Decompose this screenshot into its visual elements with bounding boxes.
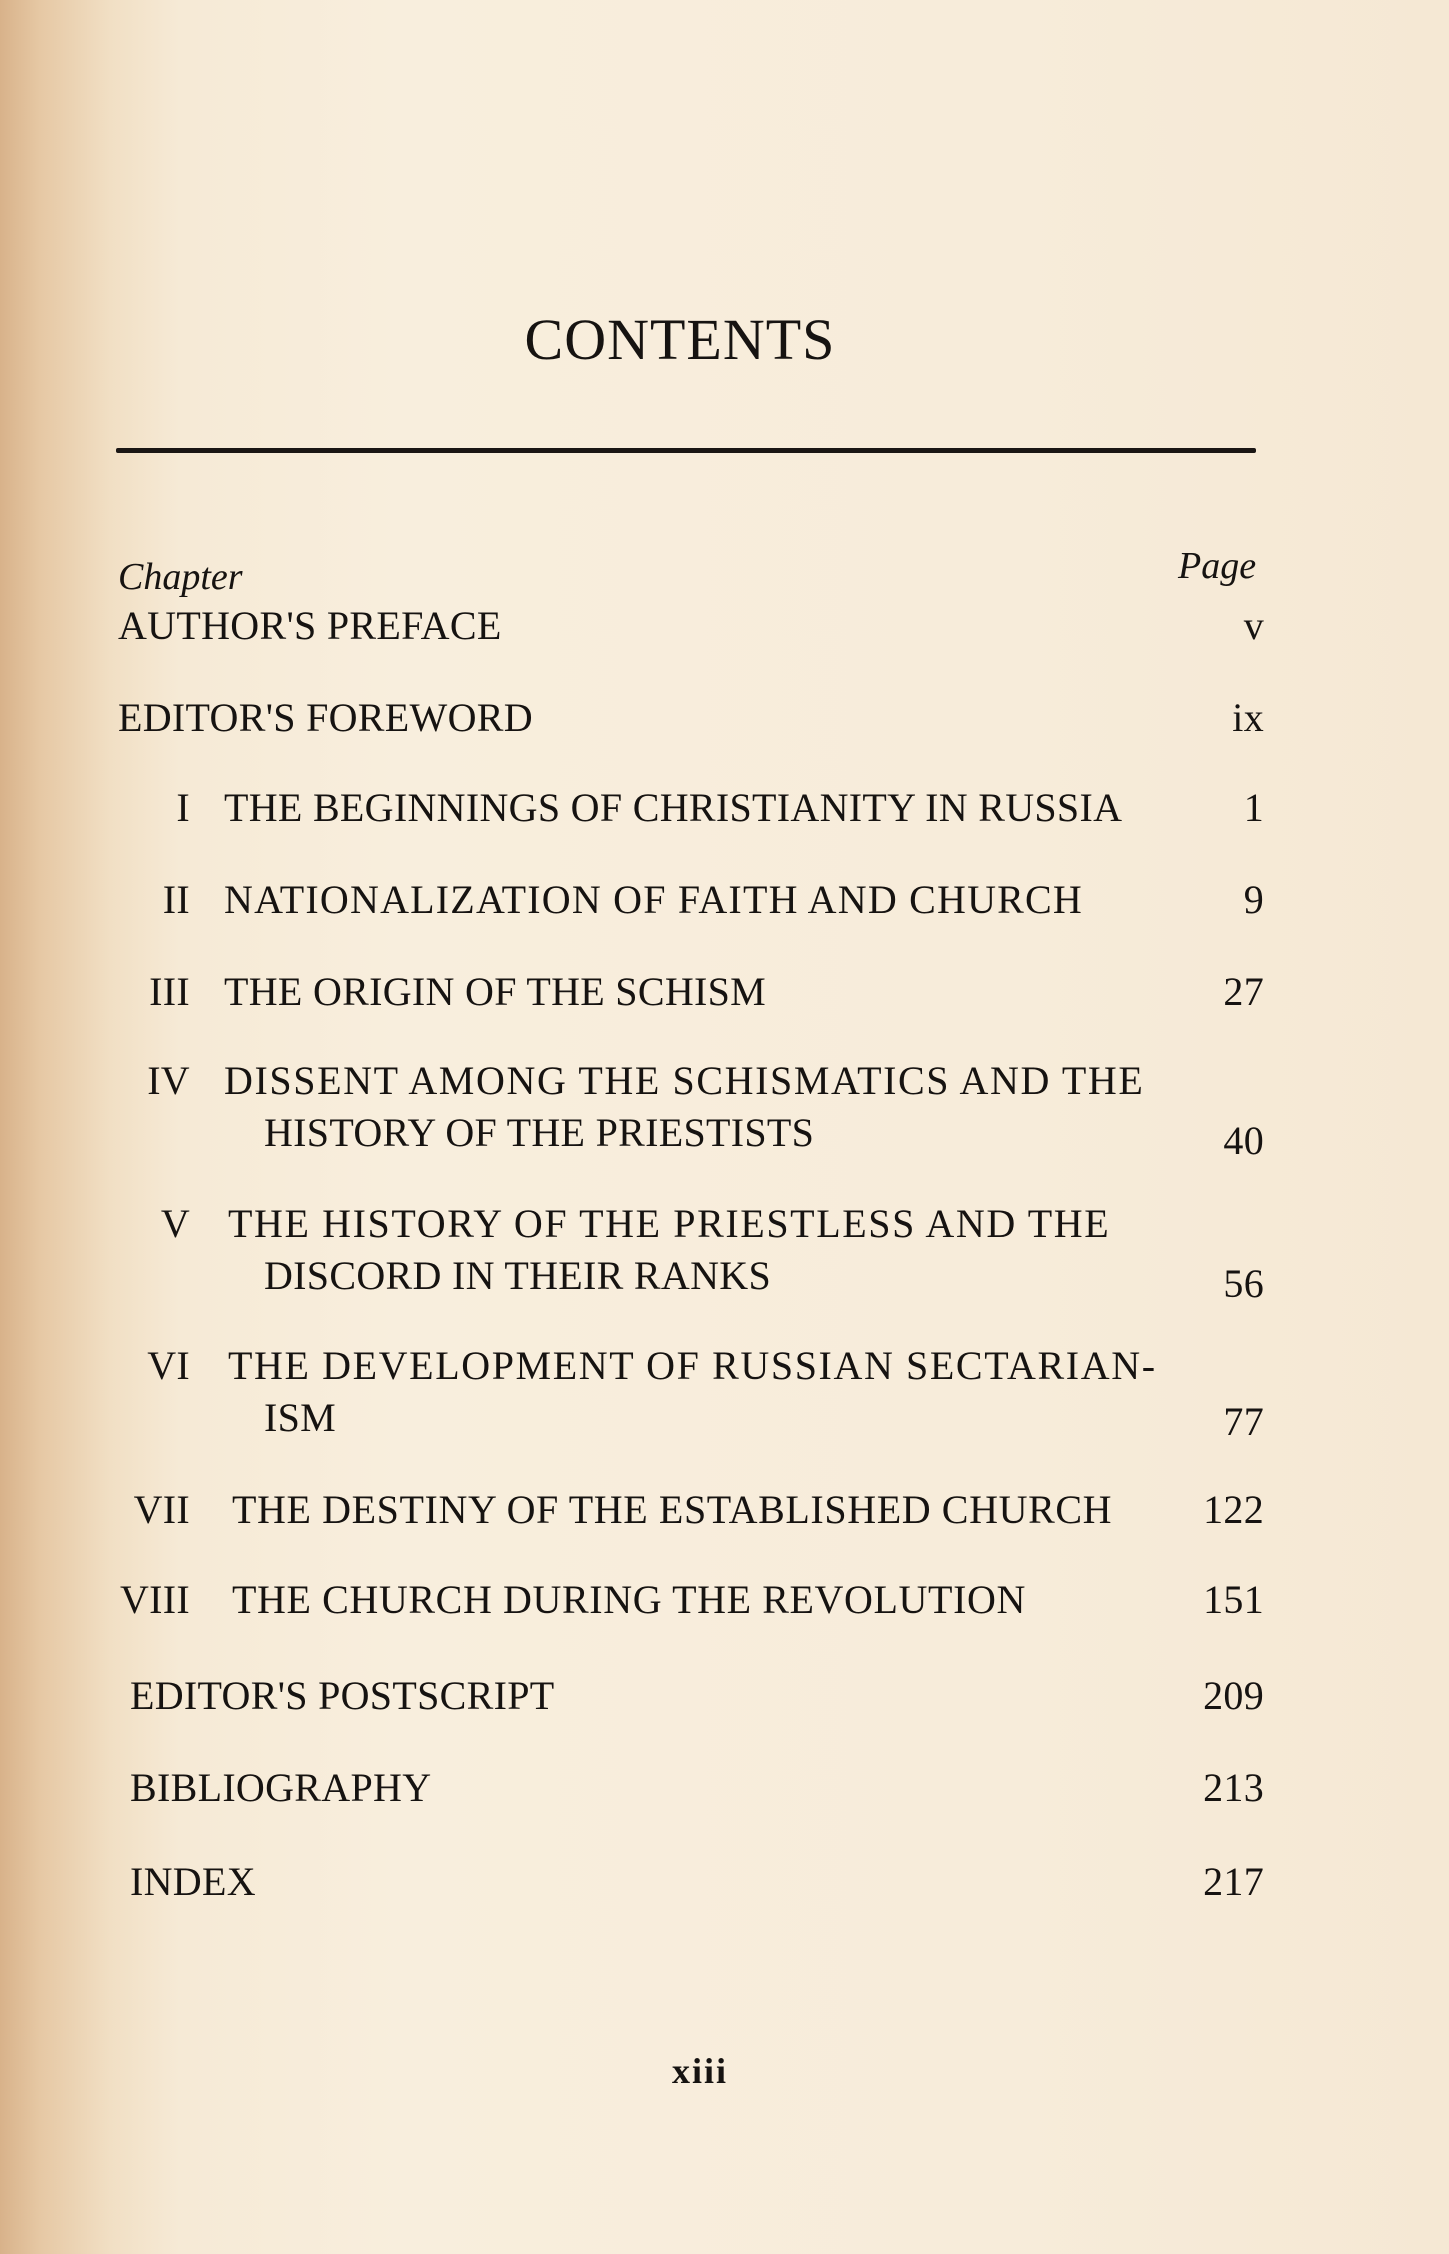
entry-page: 27 (1223, 969, 1264, 1014)
entry-page: ix (1232, 695, 1264, 740)
chapter-number: IV (147, 1058, 190, 1103)
entry-page: 9 (1243, 877, 1264, 922)
entry-title-continued: DISCORD IN THEIR RANKS (264, 1253, 772, 1298)
chapter-number: II (162, 877, 190, 922)
entry-page: v (1243, 603, 1264, 648)
entry-page: 151 (1203, 1577, 1264, 1622)
entry-page: 217 (1203, 1859, 1264, 1904)
entry-page: 56 (1223, 1261, 1264, 1306)
entry-page: 77 (1223, 1399, 1264, 1444)
entry-title: DISSENT AMONG THE SCHISMATICS AND THE (224, 1058, 1145, 1103)
entry-title: EDITOR'S FOREWORD (118, 695, 533, 740)
entry-title-continued: HISTORY OF THE PRIESTISTS (264, 1110, 815, 1155)
chapter-number: VI (147, 1343, 190, 1388)
chapter-number: VIII (119, 1577, 190, 1622)
chapter-number: VII (133, 1487, 190, 1532)
entry-title: THE DESTINY OF THE ESTABLISHED CHURCH (232, 1487, 1113, 1532)
entry-title: INDEX (130, 1859, 256, 1904)
title-rule (116, 448, 1256, 453)
entry-title: THE DEVELOPMENT OF RUSSIAN SECTARIAN- (228, 1343, 1157, 1388)
page-title: CONTENTS (524, 307, 836, 372)
entry-page: 122 (1203, 1487, 1264, 1532)
entry-page: 40 (1223, 1118, 1264, 1163)
entry-page: 213 (1203, 1765, 1264, 1810)
entry-page: 1 (1243, 785, 1264, 830)
chapter-column-header: Chapter (118, 556, 243, 598)
entry-title: THE CHURCH DURING THE REVOLUTION (232, 1577, 1026, 1622)
entry-title: EDITOR'S POSTSCRIPT (130, 1673, 555, 1718)
page-column-header: Page (1178, 545, 1257, 587)
chapter-number: III (149, 969, 190, 1014)
chapter-number: I (176, 785, 190, 830)
entry-title: AUTHOR'S PREFACE (118, 603, 502, 648)
entry-title: NATIONALIZATION OF FAITH AND CHURCH (224, 877, 1084, 922)
entry-page: 209 (1203, 1673, 1264, 1718)
entry-title: BIBLIOGRAPHY (130, 1765, 432, 1810)
chapter-number: V (160, 1201, 190, 1246)
entry-title: THE BEGINNINGS OF CHRISTIANITY IN RUSSIA (224, 785, 1123, 830)
entry-title-continued: ISM (264, 1395, 337, 1440)
page-number: xiii (671, 2051, 728, 2091)
entry-title: THE HISTORY OF THE PRIESTLESS AND THE (228, 1201, 1111, 1246)
entry-title: THE ORIGIN OF THE SCHISM (224, 969, 767, 1014)
